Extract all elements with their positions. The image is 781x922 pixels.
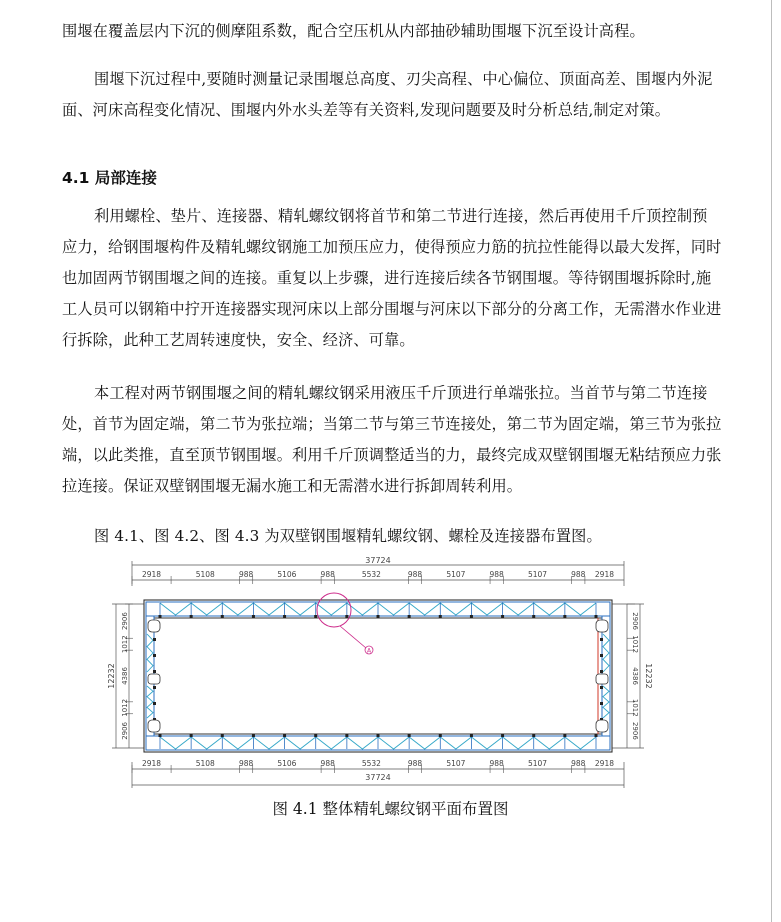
bolt-left — [153, 702, 156, 705]
mid-joint-right — [596, 674, 608, 684]
total-width-right: 12232 — [644, 663, 653, 689]
bolt-top — [283, 615, 286, 618]
paragraph-5: 图 4.1、图 4.2、图 4.3 为双壁钢围堰精轧螺纹钢、螺栓及连接器布置图。 — [94, 527, 602, 545]
right-dim-label: 2906 — [631, 612, 639, 631]
bolt-bottom — [501, 734, 504, 737]
paragraph-1: 围堰在覆盖层内下沉的侧摩阻系数，配合空压机从内部抽砂辅助围堰下沉至设计高程。 — [62, 22, 645, 40]
bottom-dim-label: 5107 — [446, 759, 466, 768]
figure-caption: 图 4.1 整体精轧螺纹钢平面布置图 — [272, 800, 509, 818]
bolt-top — [159, 615, 162, 618]
bolt-bottom — [283, 734, 286, 737]
corner-joint-tr — [596, 620, 608, 632]
bottom-dim-label: 5107 — [527, 759, 548, 768]
layout-drawing — [107, 556, 653, 790]
bottom-dim-label: 5108 — [195, 759, 215, 768]
paragraph-3: 利用螺栓、垫片、连接器、精轧螺纹钢将首节和第二节进行连接，然后再使用千斤顶控制预应力，给钢围堰构件及精轧螺纹钢施工加预压应力，使得预应力筋的抗拉性能得以最大发挥，同时也加固两节钢围堰之间的连接。重复以上步骤，进行连接后续各节钢围堰。等待钢围堰拆除时,施工人员可以钢箱中拧开连接器实现河床以上部分围堰与河床以下部分的分离工作，无需潜水作业进行拆除，此种工艺周转速度快，安全、经济、可靠。 — [62, 207, 722, 349]
top-dim-label: 5107 — [446, 570, 466, 579]
page-edge-line — [771, 0, 772, 922]
bolt-bottom — [377, 734, 380, 737]
bolt-bottom — [221, 734, 224, 737]
top-dim-label: 988 — [238, 570, 254, 579]
bolt-bottom — [408, 734, 411, 737]
bolt-top — [221, 615, 224, 618]
bolt-top — [408, 615, 411, 618]
total-width-left: 12232 — [107, 663, 116, 689]
bottom-dim-label: 988 — [571, 759, 586, 768]
bolt-right — [600, 686, 603, 689]
top-dim-label: 988 — [320, 570, 335, 579]
bolt-right — [600, 670, 603, 673]
top-dim-label: 988 — [489, 570, 504, 579]
top-dim-label: 5108 — [195, 570, 215, 579]
bolt-top — [345, 615, 348, 618]
top-dim-label: 5106 — [277, 570, 297, 579]
detail-marker-label: A — [366, 647, 372, 655]
total-length-top: 37724 — [365, 556, 391, 565]
bolt-top — [501, 615, 504, 618]
layout-drawing-svg — [107, 556, 653, 790]
bottom-dim-label: 988 — [489, 759, 504, 768]
right-bracing-zigzag — [603, 686, 609, 718]
bolt-top — [563, 615, 566, 618]
bolt-top — [377, 615, 380, 618]
bolt-top — [252, 615, 255, 618]
bolt-bottom — [159, 734, 162, 737]
top-dim-label: 2918 — [594, 570, 615, 579]
mid-joint-left — [148, 674, 160, 684]
bolt-right — [600, 702, 603, 705]
bolt-bottom — [595, 734, 598, 737]
total-length-bottom: 37724 — [365, 773, 391, 782]
bolt-right — [600, 638, 603, 641]
bottom-dim-label: 988 — [238, 759, 254, 768]
top-dim-label: 988 — [407, 570, 423, 579]
right-bracing-zigzag — [603, 634, 609, 672]
bolt-top — [595, 615, 598, 618]
corner-joint-tl — [148, 620, 160, 632]
paragraph-2: 围堰下沉过程中,要随时测量记录围堰总高度、刃尖高程、中心偏位、顶面高差、围堰内外泥面、河床高程变化情况、围堰内外水头差等有关资料,发现问题要及时分析总结,制定对策。 — [62, 70, 713, 119]
left-bracing-zigzag — [147, 634, 153, 672]
bolt-left — [153, 686, 156, 689]
left-dim-label: 2906 — [121, 721, 129, 740]
section-heading: 4.1 局部连接 — [62, 169, 157, 187]
top-dim-label: 5107 — [527, 570, 548, 579]
bottom-dim-label: 988 — [320, 759, 335, 768]
bolt-top — [439, 615, 442, 618]
left-dim-label: 4386 — [121, 667, 129, 685]
bottom-dim-label: 5532 — [361, 759, 381, 768]
left-bracing-zigzag — [147, 686, 153, 718]
bolt-right — [600, 654, 603, 657]
top-dim-label: 2918 — [141, 570, 162, 579]
bolt-bottom — [252, 734, 255, 737]
bolt-bottom — [314, 734, 317, 737]
bolt-bottom — [532, 734, 535, 737]
left-dim-label: 1012 — [121, 698, 129, 717]
bottom-dim-label: 988 — [407, 759, 423, 768]
bottom-dim-label: 5106 — [277, 759, 297, 768]
corner-joint-bl — [148, 720, 160, 732]
right-dim-label: 1012 — [631, 698, 639, 717]
left-dim-label: 2906 — [121, 612, 129, 631]
bolt-top — [532, 615, 535, 618]
left-dim-label: 1012 — [121, 635, 129, 654]
bolt-bottom — [439, 734, 442, 737]
corner-joint-br — [596, 720, 608, 732]
bolt-top — [190, 615, 193, 618]
right-dim-label: 4386 — [631, 667, 639, 685]
right-dim-label: 2906 — [631, 721, 639, 740]
paragraph-4: 本工程对两节钢围堰之间的精轧螺纹钢采用液压千斤顶进行单端张拉。当首节与第二节连接处，首节为固定端，第二节为张拉端；当第二节与第三节连接处，第二节为固定端，第三节为张拉端，以此类推，直至顶节钢围堰。利用千斤顶调整适当的力，最终完成双壁钢围堰无粘结预应力张拉连接。保证双壁钢围堰无漏水施工和无需潜水进行拆卸周转利用。 — [62, 384, 722, 495]
inner-wall — [154, 618, 602, 734]
bolt-bottom — [470, 734, 473, 737]
detail-leader — [340, 626, 366, 648]
bolt-top — [314, 615, 317, 618]
bolt-left — [153, 638, 156, 641]
detail-circle — [317, 593, 351, 627]
bolt-bottom — [190, 734, 193, 737]
bolt-bottom — [345, 734, 348, 737]
bolt-top — [470, 615, 473, 618]
bottom-dim-label: 2918 — [141, 759, 162, 768]
bolt-left — [153, 654, 156, 657]
top-dim-label: 988 — [571, 570, 586, 579]
bolt-left — [153, 670, 156, 673]
outer-wall — [144, 600, 612, 752]
bolt-bottom — [563, 734, 566, 737]
right-dim-label: 1012 — [631, 635, 639, 654]
bottom-dim-label: 2918 — [594, 759, 615, 768]
top-dim-label: 5532 — [361, 570, 381, 579]
